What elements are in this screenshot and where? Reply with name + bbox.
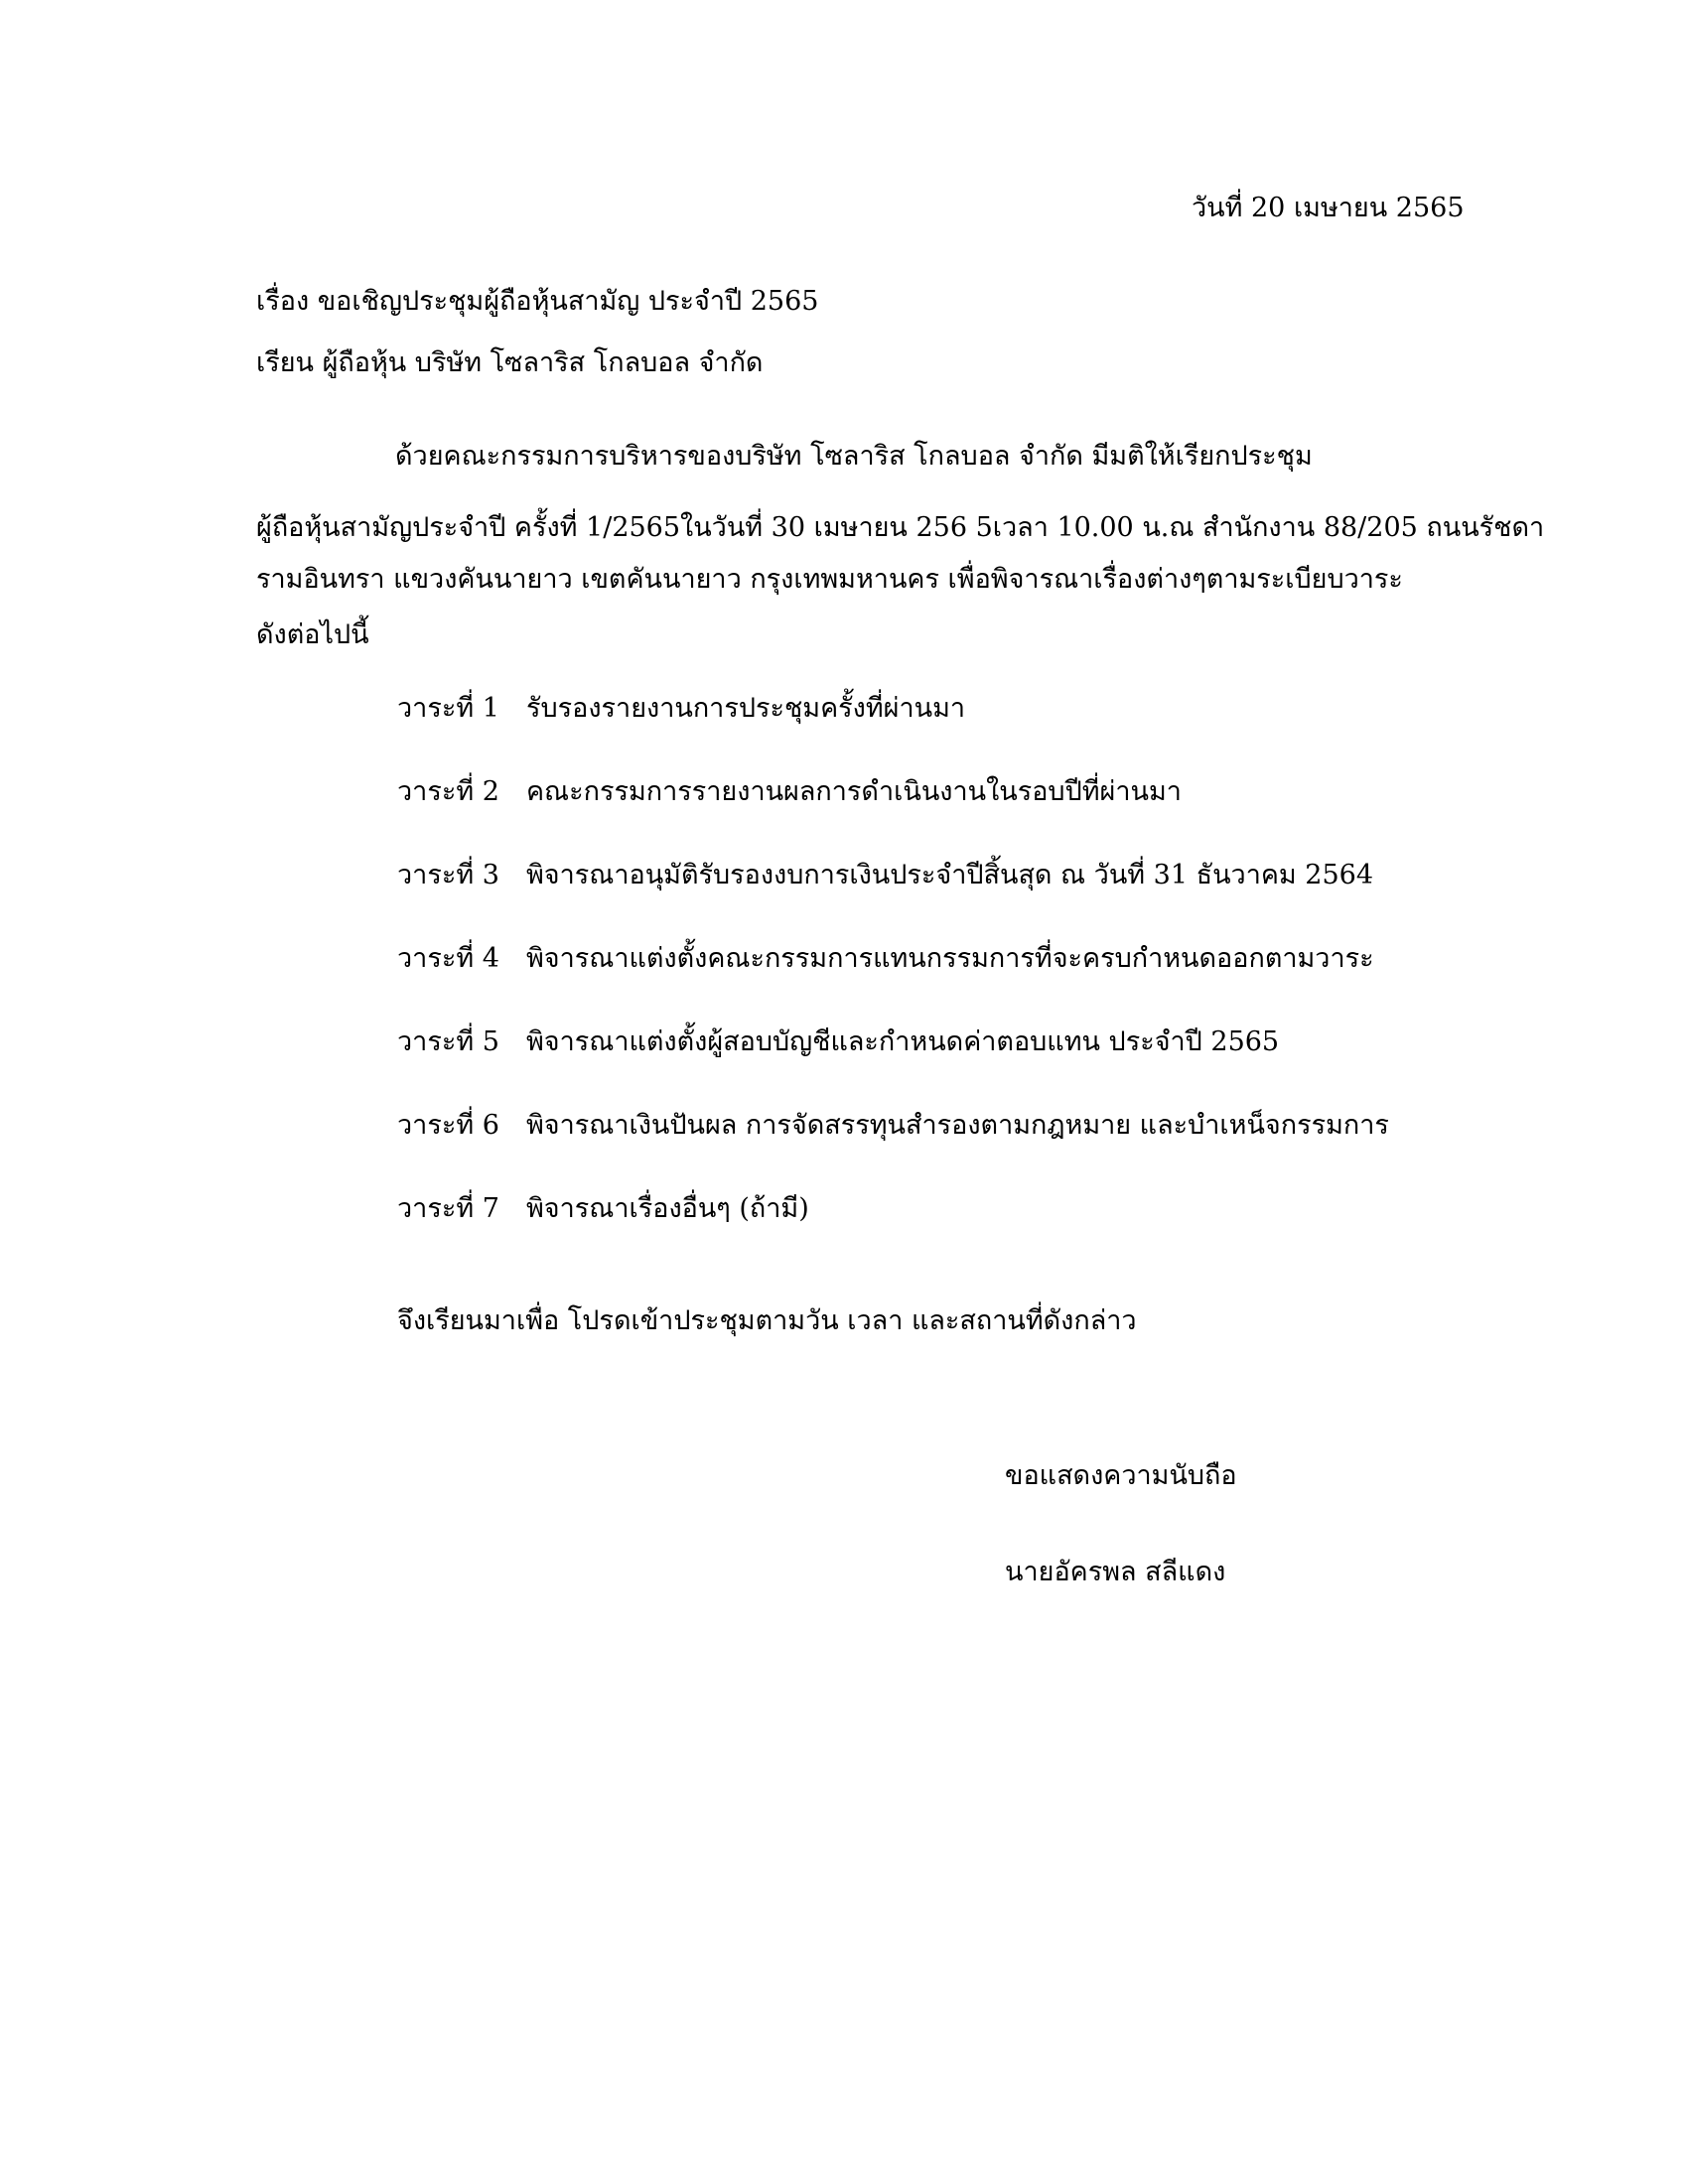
agenda-text: พิจารณาเรื่องอื่นๆ (ถ้ามี) [526, 1193, 809, 1224]
agenda-number: วาระที่ 7 [397, 1193, 499, 1224]
agenda-item [397, 1028, 1279, 1055]
agenda-item [397, 945, 1374, 972]
agenda-number: วาระที่ 4 [397, 943, 499, 974]
agenda-number: วาระที่ 5 [397, 1026, 499, 1057]
agenda-item [397, 1195, 809, 1222]
body-paragraph-line: ผู้ถือหุ้นสามัญประจำปี ครั้งที่ 1/2565ในวันที่ 30 เมษายน 256 5เวลา 10.00 น.ณ สำนักงาน 88/205 ถนนรัชดา [256, 512, 1545, 543]
agenda-text: พิจารณาเงินปันผล การจัดสรรทุนสำรองตามกฎหมาย และบำเหน็จกรรมการ [526, 1110, 1389, 1141]
closing-salutation: ขอแสดงความนับถือ [1005, 1460, 1237, 1491]
agenda-text: พิจารณาแต่งตั้งคณะกรรมการแทนกรรมการที่จะครบกำหนดออกตามวาระ [526, 943, 1374, 974]
closing-note: จึงเรียนมาเพื่อ โปรดเข้าประชุมตามวัน เวลา และสถานที่ดังกล่าว [397, 1305, 1137, 1336]
agenda-text: พิจารณาแต่งตั้งผู้สอบบัญชีและกำหนดค่าตอบแทน ประจำปี 2565 [526, 1026, 1280, 1057]
agenda-item [397, 778, 1182, 805]
agenda-text: รับรองรายงานการประชุมครั้งที่ผ่านมา [526, 693, 966, 724]
letter-recipient: เรียน ผู้ถือหุ้น บริษัท โซลาริส โกลบอล จำกัด [256, 347, 764, 378]
body-paragraph-line: รามอินทรา แขวงคันนายาว เขตคันนายาว กรุงเทพมหานคร เพื่อพิจารณาเรื่องต่างๆตามระเบียบวาระ [256, 564, 1403, 595]
agenda-item [397, 862, 1373, 888]
body-paragraph-line: ดังต่อไปนี้ [256, 619, 369, 650]
agenda-number: วาระที่ 2 [397, 776, 499, 807]
signer-name: นายอัครพล สลีแดง [1005, 1557, 1226, 1587]
letter-subject: เรื่อง ขอเชิญประชุมผู้ถือหุ้นสามัญ ประจำปี 2565 [256, 286, 819, 317]
agenda-number: วาระที่ 1 [397, 693, 499, 724]
agenda-number: วาระที่ 6 [397, 1110, 499, 1141]
agenda-item [397, 695, 965, 722]
agenda-text: คณะกรรมการรายงานผลการดำเนินงานในรอบปีที่ผ่านมา [526, 776, 1182, 807]
letter-date: วันที่ 20 เมษายน 2565 [1192, 193, 1465, 223]
agenda-text: พิจารณาอนุมัติรับรองงบการเงินประจำปีสิ้นสุด ณ วันที่ 31 ธันวาคม 2564 [526, 860, 1374, 890]
agenda-number: วาระที่ 3 [397, 860, 499, 890]
body-paragraph-line: ด้วยคณะกรรมการบริหารของบริษัท โซลาริส โกลบอล จำกัด มีมติให้เรียกประชุม [395, 441, 1313, 472]
agenda-item [397, 1112, 1389, 1139]
